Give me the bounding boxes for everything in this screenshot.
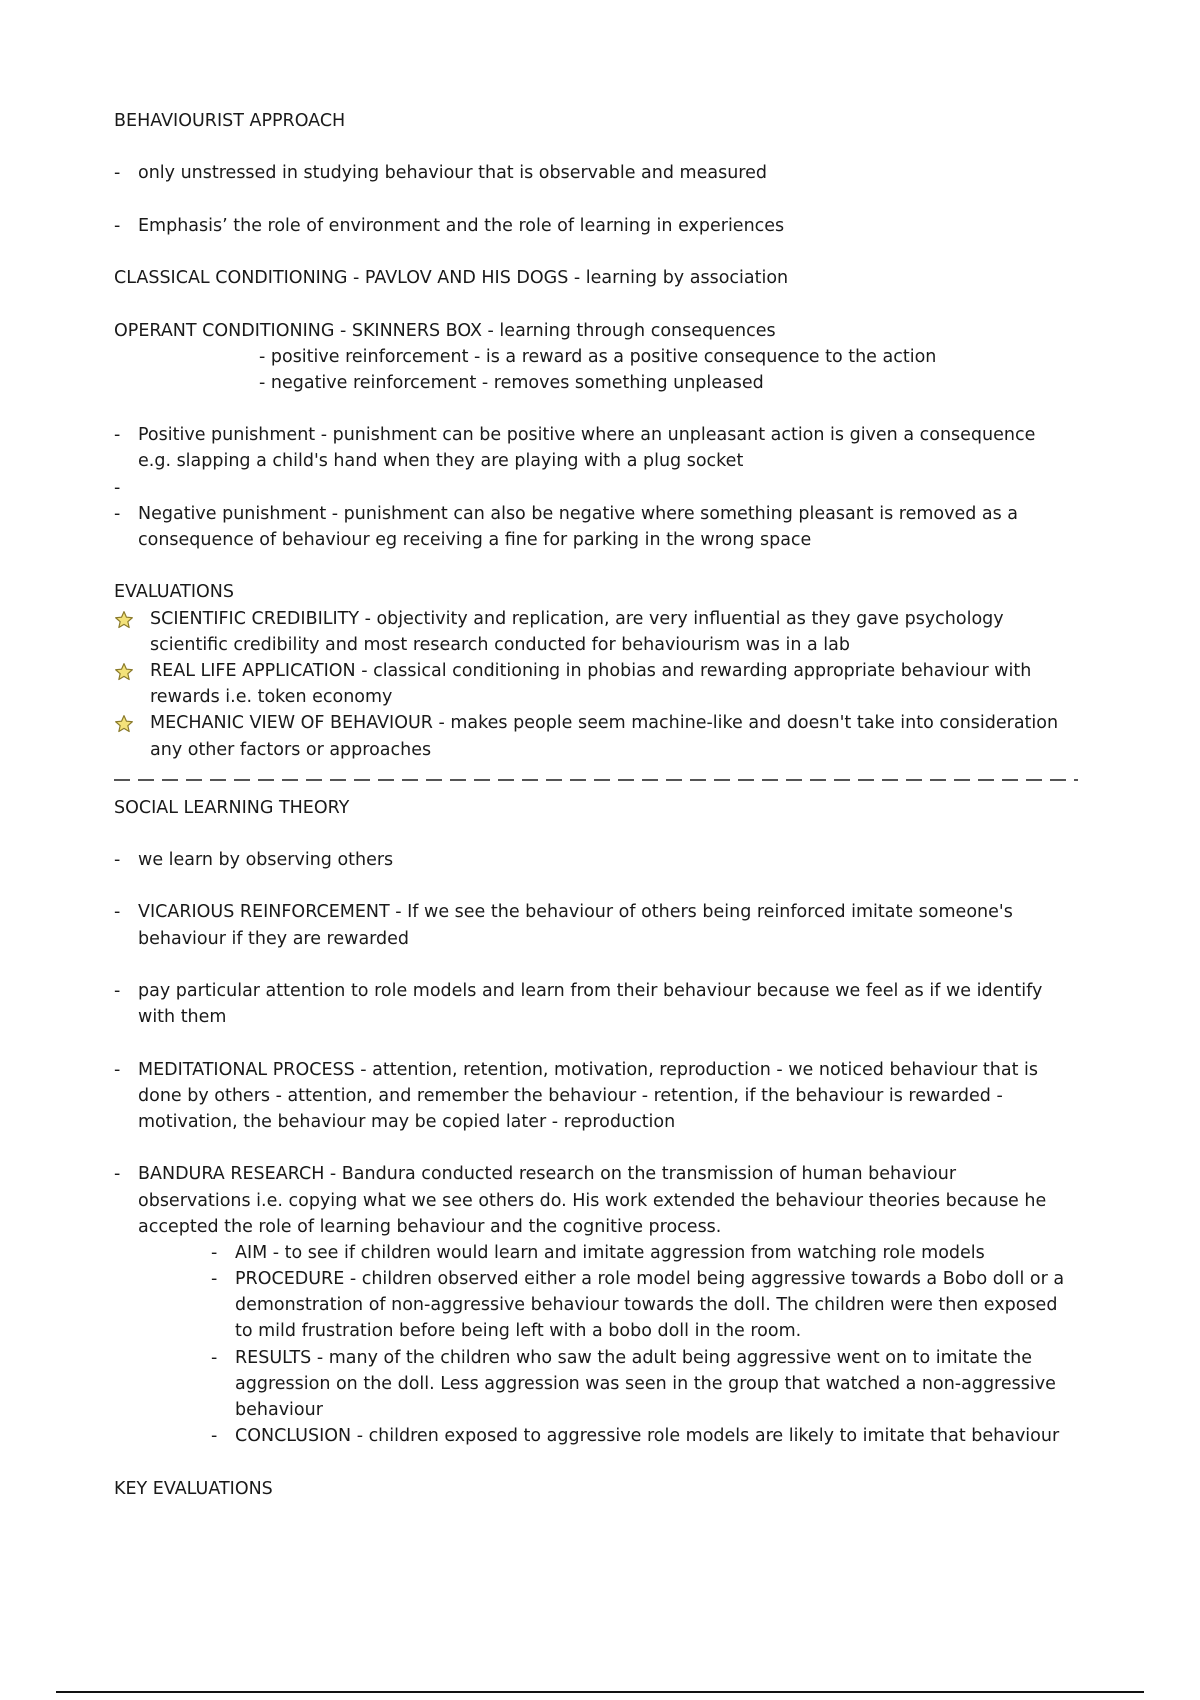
sub-line: demonstration of non-aggressive behaviour towards the doll. The children were then exposed [235, 1295, 1058, 1316]
negative-reinforcement-line: - negative reinforcement - removes something unpleased [259, 372, 764, 393]
social-point [114, 978, 1104, 1030]
evaluation-item [114, 710, 1104, 762]
point-line: we learn by observing others [138, 850, 394, 871]
bandura-sub-item-procedure [114, 1266, 1104, 1345]
dash-bullet-icon: - [114, 981, 121, 1001]
point-line: consequence of behaviour eg receiving a fine for parking in the wrong space [138, 530, 812, 550]
point-line: Emphasis’ the role of environment and the role of learning in experiences [138, 215, 785, 236]
dash-bullet-icon: - [211, 1347, 218, 1368]
point-line: VICARIOUS REINFORCEMENT - If we see the behaviour of others being reinforced imitate someone's [138, 902, 1013, 923]
key-evaluations-title: KEY EVALUATIONS [114, 1478, 273, 1499]
point-line: only unstressed in studying behaviour that is observable and measured [138, 163, 767, 184]
star-icon [114, 610, 134, 630]
evaluation-line: rewards i.e. token economy [150, 687, 393, 708]
operant-conditioning-line: OPERANT CONDITIONING - SKINNERS BOX - learning through consequences [114, 320, 776, 341]
dash-bullet-icon: - [211, 1242, 218, 1263]
social-point [114, 1057, 1104, 1136]
dash-bullet-icon: - [211, 1269, 218, 1290]
bandura-research-point [114, 1161, 1104, 1240]
point-line: motivation, the behaviour may be copied later - reproduction [138, 1111, 676, 1132]
dash-bullet-icon: - [114, 215, 121, 236]
point-line: observations i.e. copying what we see others do. His work extended the behaviour theories because he [138, 1190, 1047, 1211]
dash-bullet-icon: - [114, 1164, 121, 1185]
dash-bullet-icon: - [114, 503, 121, 524]
point-line: done by others - attention, and remember the behaviour - retention, if the behaviour is rewarded - [138, 1085, 1003, 1106]
punishment-point [114, 501, 1104, 553]
sub-line: AIM - to see if children would learn and imitate aggression from watching role models [235, 1242, 985, 1263]
sub-line: behaviour [235, 1400, 323, 1420]
evaluation-item [114, 658, 1104, 710]
behaviourist-point [114, 213, 1104, 239]
evaluation-line: SCIENTIFIC CREDIBILITY - objectivity and replication, are very influential as they gave psychology [150, 608, 1004, 629]
dash-bullet-icon: - [114, 902, 121, 923]
sub-line: aggression on the doll. Less aggression was seen in the group that watched a non-aggressive [235, 1373, 1056, 1394]
star-icon [114, 662, 134, 682]
point-line: behaviour if they are rewarded [138, 928, 410, 949]
social-point [114, 899, 1104, 951]
evaluation-line: scientific credibility and most research conducted for behaviourism was in a lab [150, 634, 850, 655]
dash-bullet-icon: - [114, 1059, 121, 1080]
sub-line: CONCLUSION - children exposed to aggressive role models are likely to imitate that behaviour [235, 1426, 1060, 1447]
bandura-sub-item-results [114, 1345, 1104, 1424]
point-line: Negative punishment - punishment can also be negative where something pleasant is removed as a [138, 503, 1019, 524]
dash-bullet-icon: - [211, 1426, 218, 1447]
empty-point [114, 475, 1104, 501]
punishment-point [114, 422, 1104, 474]
positive-reinforcement-line: - positive reinforcement - is a reward as a positive consequence to the action [259, 346, 937, 367]
point-line: e.g. slapping a child's hand when they are playing with a plug socket [138, 451, 744, 472]
page-bottom-rule [56, 1691, 1144, 1693]
point-line: accepted the role of learning behaviour and the cognitive process. [138, 1216, 722, 1237]
dash-bullet-icon: - [114, 425, 121, 446]
dash-bullet-icon: - [114, 477, 121, 498]
bandura-sub-item-aim [114, 1240, 1104, 1266]
section-title-behaviourist: BEHAVIOURIST APPROACH [114, 111, 346, 131]
dash-bullet-icon: - [114, 163, 121, 184]
point-line: Positive punishment - punishment can be positive where an unpleasant action is given a consequence [138, 425, 1036, 446]
evaluation-line: any other factors or approaches [150, 739, 432, 760]
evaluations-title: EVALUATIONS [114, 582, 235, 603]
point-line: with them [138, 1007, 227, 1028]
sub-line: to mild frustration before being left with a bobo doll in the room. [235, 1321, 802, 1342]
social-point [114, 847, 1104, 873]
star-icon [114, 714, 134, 734]
evaluation-line: MECHANIC VIEW OF BEHAVIOUR - makes people seem machine-like and doesn't take into consideration [150, 713, 1059, 734]
point-line [138, 475, 1104, 501]
evaluation-item [114, 606, 1104, 658]
behaviourist-point [114, 160, 1104, 186]
dash-bullet-icon: - [114, 850, 121, 871]
evaluation-line: REAL LIFE APPLICATION - classical conditioning in phobias and rewarding appropriate behaviour with [150, 660, 1032, 681]
point-line: pay particular attention to role models and learn from their behaviour because we feel as if we identify [138, 981, 1043, 1001]
point-line: BANDURA RESEARCH - Bandura conducted research on the transmission of human behaviour [138, 1164, 957, 1185]
classical-conditioning-line: CLASSICAL CONDITIONING - PAVLOV AND HIS DOGS - learning by association [114, 268, 789, 289]
section-title-social-learning: SOCIAL LEARNING THEORY [114, 797, 350, 818]
sub-line: RESULTS - many of the children who saw the adult being aggressive went on to imitate the [235, 1347, 1033, 1368]
document-page [114, 108, 1104, 1502]
bandura-sub-item-conclusion [114, 1423, 1104, 1449]
point-line: MEDITATIONAL PROCESS - attention, retention, motivation, reproduction - we noticed behaviour that is [138, 1059, 1039, 1080]
sub-line: PROCEDURE - children observed either a role model being aggressive towards a Bobo doll or a [235, 1269, 1065, 1290]
dashed-divider [114, 779, 1078, 781]
